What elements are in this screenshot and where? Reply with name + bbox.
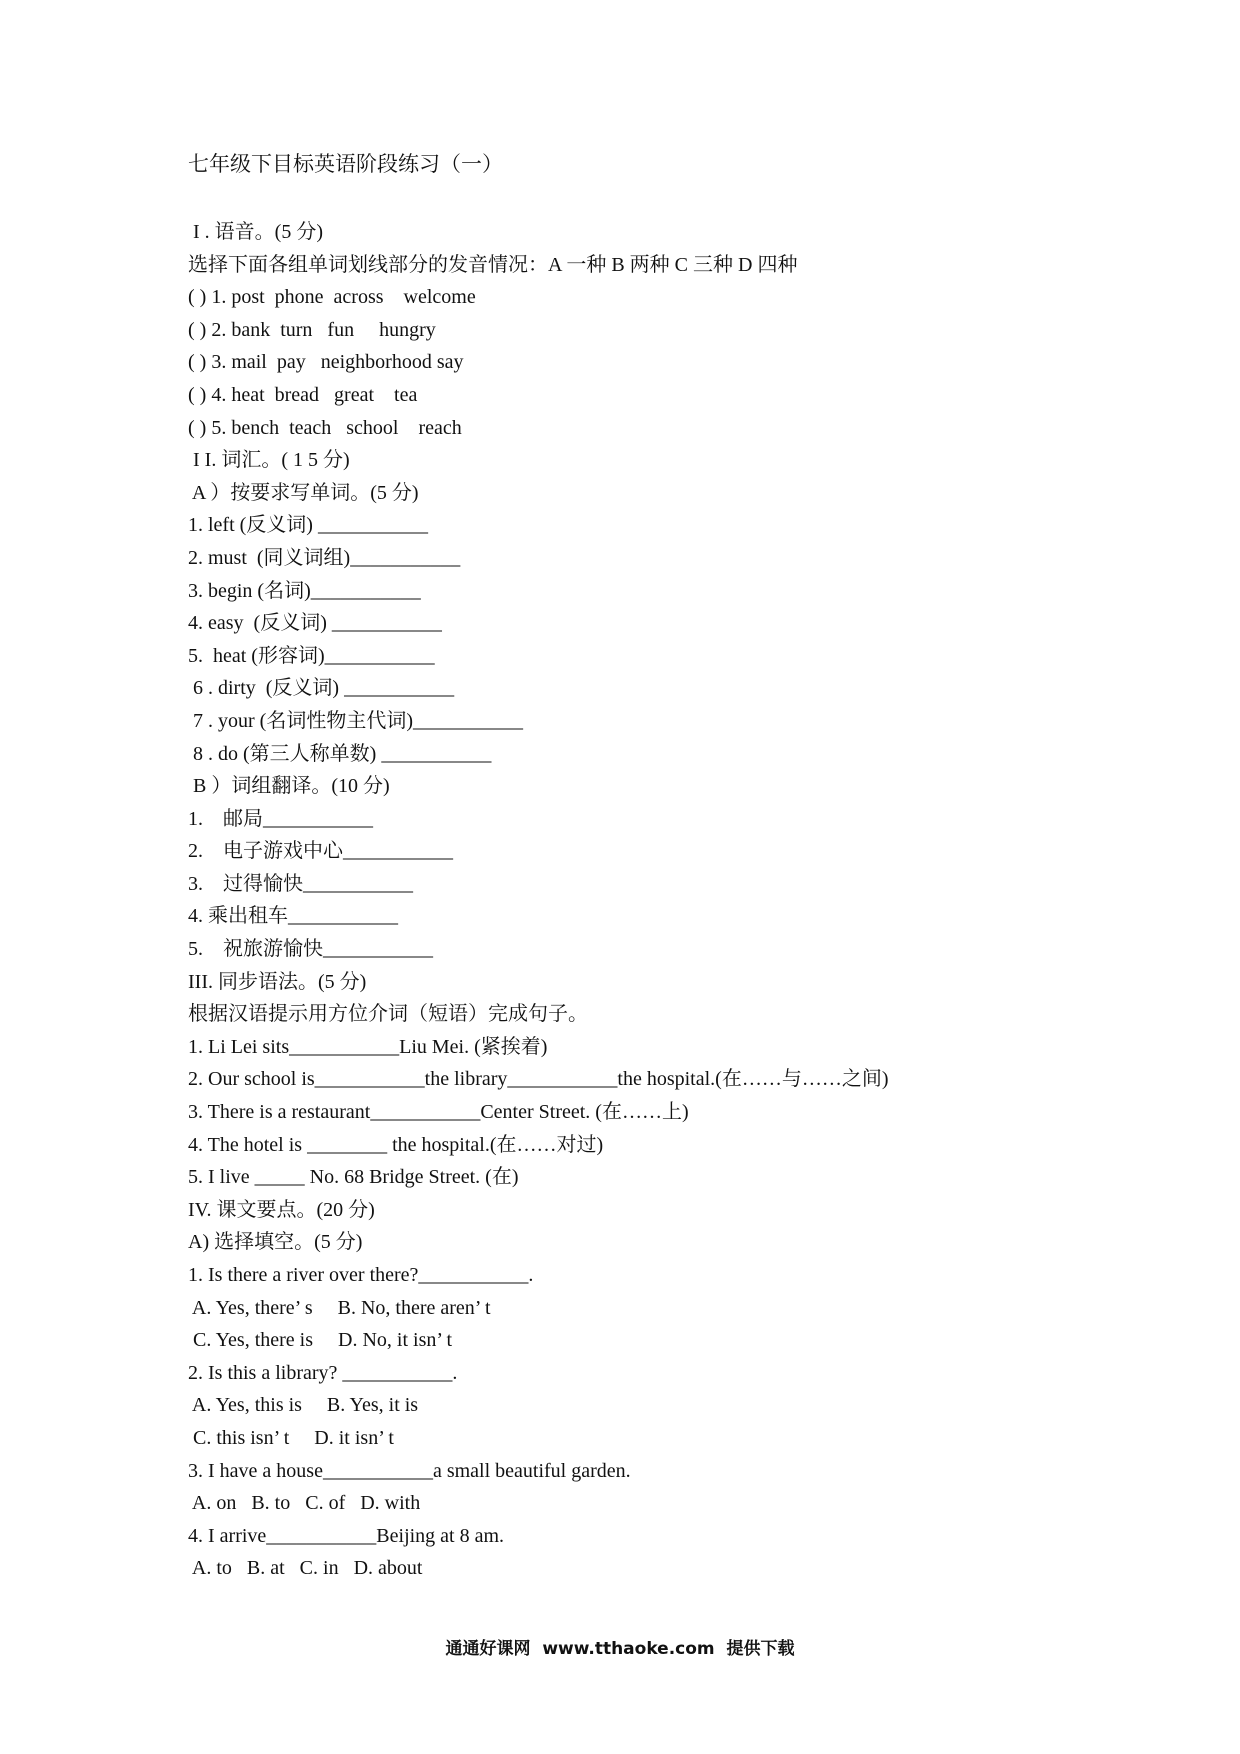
worksheet-body xyxy=(188,216,1188,1585)
text-line: IV. 课文要点。(20 分) xyxy=(188,1198,375,1221)
text-line: 2. Our school is___________the library___________the hospital.(在……与……之间) xyxy=(188,1068,889,1091)
text-line: C. this isn’ t D. it isn’ t xyxy=(188,1426,394,1449)
text-line: ( ) 1. post phone across welcome xyxy=(188,286,476,309)
text-line: ( ) 5. bench teach school reach xyxy=(188,416,462,439)
text-line: ( ) 4. heat bread great tea xyxy=(188,383,418,406)
text-line: A. to B. at C. in D. about xyxy=(188,1557,423,1580)
text-line: I . 语音。(5 分) xyxy=(188,221,323,243)
text-line: 选择下面各组单词划线部分的发音情况：A 一种 B 两种 C 三种 D 四种 xyxy=(188,253,798,276)
worksheet-title: 七年级下目标英语阶段练习（一） xyxy=(188,152,503,176)
text-line: 根据汉语提示用方位介词（短语）完成句子。 xyxy=(188,1003,588,1026)
text-line: A ）按要求写单词。(5 分) xyxy=(188,481,419,504)
text-line: 4. The hotel is ________ the hospital.(在……对过) xyxy=(188,1133,604,1156)
text-line: B ）词组翻译。(10 分) xyxy=(188,775,390,798)
text-line: 2. 电子游戏中心___________ xyxy=(188,840,453,863)
text-line: III. 同步语法。(5 分) xyxy=(188,970,367,993)
text-line: I I. 词汇。( 1 5 分) xyxy=(188,449,350,472)
text-line: A. Yes, this is B. Yes, it is xyxy=(188,1394,419,1417)
text-line: ( ) 2. bank turn fun hungry xyxy=(188,318,436,341)
worksheet xyxy=(188,148,1188,1585)
text-line: 1. left (反义词) ___________ xyxy=(188,514,428,537)
text-line: 1. Is there a river over there?___________. xyxy=(188,1264,534,1286)
text-line: ( ) 3. mail pay neighborhood say xyxy=(188,351,464,374)
footer-credit: 通通好课网 www.tthaoke.com 提供下载 xyxy=(445,1639,795,1659)
text-line: 4. 乘出租车___________ xyxy=(188,905,398,928)
text-line: 3. begin (名词)___________ xyxy=(188,579,421,602)
text-line: C. Yes, there is D. No, it isn’ t xyxy=(188,1329,453,1352)
text-line: 3. There is a restaurant___________Center Street. (在……上) xyxy=(188,1101,689,1124)
text-line: 3. I have a house___________a small beautiful garden. xyxy=(188,1459,631,1482)
text-line: 4. easy (反义词) ___________ xyxy=(188,612,442,635)
text-line: 1. 邮局___________ xyxy=(188,807,373,830)
text-line: 1. Li Lei sits___________Liu Mei. (紧挨着) xyxy=(188,1035,548,1058)
text-line: 2. must (同义词组)___________ xyxy=(188,546,461,569)
text-line: 8 . do (第三人称单数) ___________ xyxy=(188,742,492,765)
text-line: A. on B. to C. of D. with xyxy=(188,1492,421,1515)
text-line: A. Yes, there’ s B. No, there aren’ t xyxy=(188,1296,491,1319)
text-line: 4. I arrive___________Beijing at 8 am. xyxy=(188,1524,505,1547)
text-line: 7 . your (名词性物主代词)___________ xyxy=(188,709,523,732)
text-line: A) 选择填空。(5 分) xyxy=(188,1231,363,1254)
text-line: 5. I live _____ No. 68 Bridge Street. (在) xyxy=(188,1166,519,1189)
text-line: 5. 祝旅游愉快___________ xyxy=(188,938,433,961)
text-line: 6 . dirty (反义词) ___________ xyxy=(188,677,455,700)
text-line: 2. Is this a library? ___________. xyxy=(188,1361,458,1384)
text-line: 5. heat (形容词)___________ xyxy=(188,644,435,667)
text-line: 3. 过得愉快___________ xyxy=(188,872,413,895)
